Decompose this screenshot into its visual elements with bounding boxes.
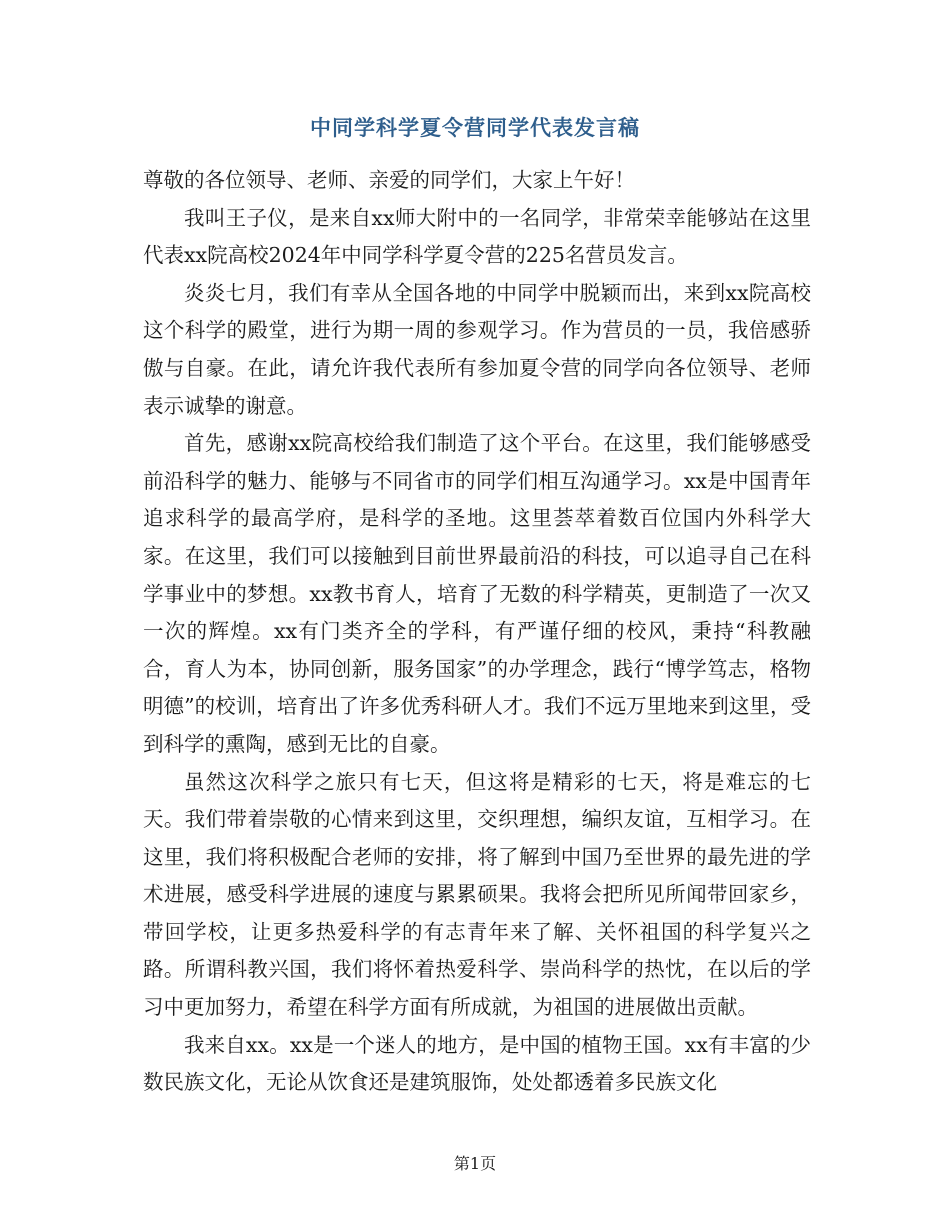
page-number: 第1页 — [453, 1154, 497, 1173]
body-paragraph-5: 我来自xx。xx是一个迷人的地方，是中国的植物王国。xx有丰富的少数民族文化，无论从饮食还是建筑服饰，处处都透着多民族文化 — [143, 1032, 811, 1095]
document-title: 中同学科学夏令营同学代表发言稿 — [310, 115, 640, 140]
greeting-paragraph: 尊敬的各位领导、老师、亲爱的同学们，大家上午好！ — [143, 168, 635, 192]
body-paragraph-4: 虽然这次科学之旅只有七天，但这将是精彩的七天，将是难忘的七天。我们带着崇敬的心情来到这里，交织理想，编织友谊，互相学习。在这里，我们将积极配合老师的安排，将了解到中国乃至世界的最先进的学术进展，感受科学进展的速度与累累硕果。我将会把所见所闻带回家乡，带回学校，让更多热爱科学的有志青年来了解、关怀祖国的科学复兴之路。所谓科教兴国，我们将怀着热爱科学、崇尚科学的热忱，在以后的学习中更加努力，希望在科学方面有所成就，为祖国的进展做出贡献。 — [143, 769, 811, 1020]
document-body — [143, 162, 811, 1102]
body-paragraph-1: 我叫王子仪，是来自xx师大附中的一名同学，非常荣幸能够站在这里代表xx院高校2024年中同学科学夏令营的225名营员发言。 — [143, 205, 811, 268]
body-paragraph-2: 炎炎七月，我们有幸从全国各地的中同学中脱颖而出，来到xx院高校这个科学的殿堂，进行为期一周的参观学习。作为营员的一员，我倍感骄傲与自豪。在此，请允许我代表所有参加夏令营的同学向各位领导、老师表示诚挚的谢意。 — [143, 280, 811, 418]
body-paragraph-3: 首先，感谢xx院高校给我们制造了这个平台。在这里，我们能够感受前沿科学的魅力、能够与不同省市的同学们相互沟通学习。xx是中国青年追求科学的最高学府，是科学的圣地。这里荟萃着数百位国内外科学大家。在这里，我们可以接触到目前世界最前沿的科技，可以追寻自己在科学事业中的梦想。xx教书育人，培育了无数的科学精英，更制造了一次又一次的辉煌。xx有门类齐全的学科，有严谨仔细的校风，秉持“科教融合，育人为本，协同创新，服务国家”的办学理念，践行“博学笃志，格物明德”的校训，培育出了许多优秀科研人才。我们不远万里地来到这里，受到科学的熏陶，感到无比的自豪。 — [143, 431, 811, 756]
